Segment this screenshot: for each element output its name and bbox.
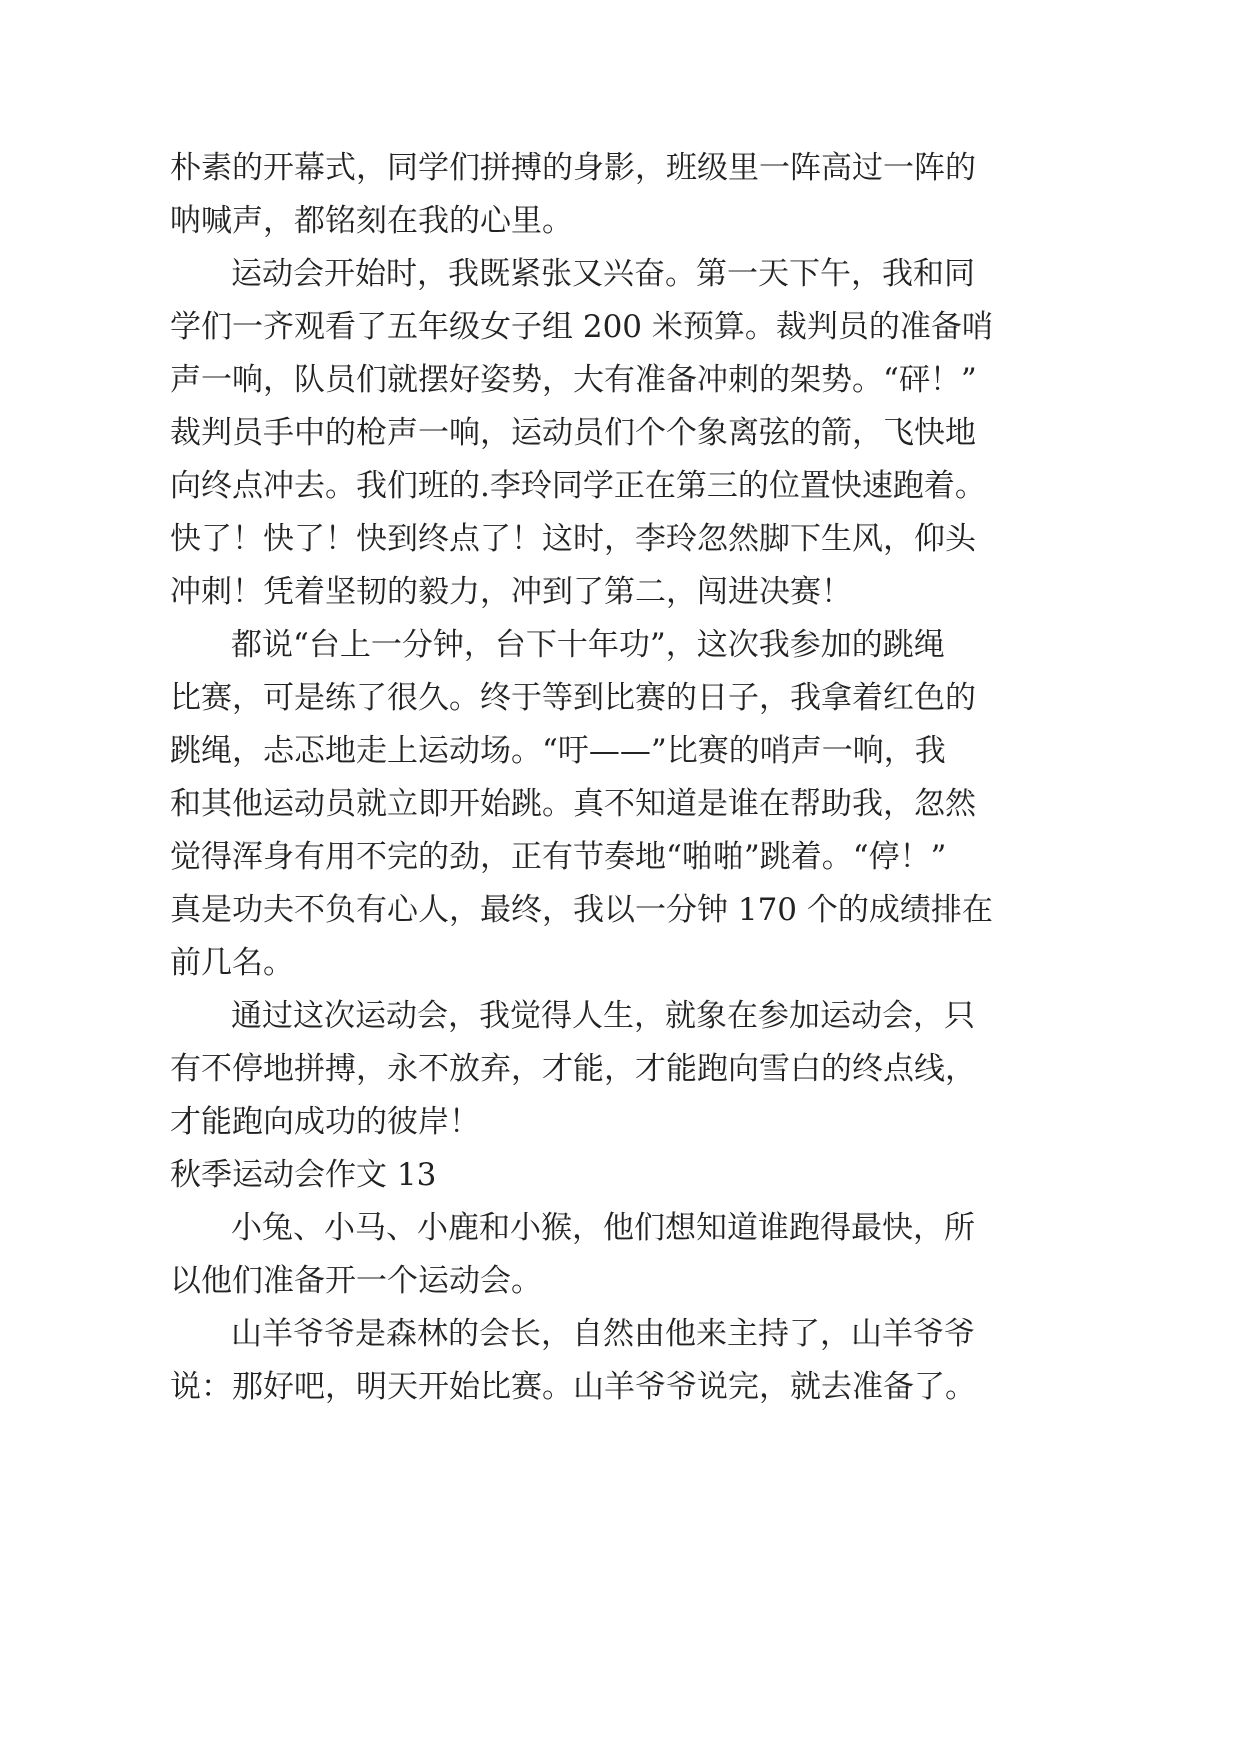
text-line: 声一响，队员们就摆好姿势，大有准备冲刺的架势。“砰！” (170, 362, 977, 398)
text-line: 都说“台上一分钟，台下十年功”，这次我参加的跳绳 (231, 627, 945, 663)
text-line: 冲刺！凭着坚韧的毅力，冲到了第二，闯进决赛！ (170, 574, 852, 610)
text-line: 有不停地拼搏，永不放弃，才能，才能跑向雪白的终点线， (170, 1051, 976, 1087)
text-line: 和其他运动员就立即开始跳。真不知道是谁在帮助我，忽然 (170, 786, 976, 822)
text-line: 觉得浑身有用不完的劲，正有节奏地“啪啪”跳着。“停！” (170, 839, 947, 875)
text-line: 快了！快了！快到终点了！这时，李玲忽然脚下生风，仰头 (170, 521, 976, 557)
text-line: 运动会开始时，我既紧张又兴奋。第一天下午，我和同 (231, 256, 975, 292)
text-line: 以他们准备开一个运动会。 (170, 1263, 542, 1299)
section-heading: 秋季运动会作文 13 (170, 1157, 437, 1193)
text-line: 朴素的开幕式，同学们拼搏的身影，班级里一阵高过一阵的 (170, 150, 976, 186)
text-line: 才能跑向成功的彼岸！ (170, 1104, 480, 1140)
text-line: 说：那好吧，明天开始比赛。山羊爷爷说完，就去准备了。 (170, 1369, 976, 1405)
text-line: 裁判员手中的枪声一响，运动员们个个象离弦的箭，飞快地 (170, 415, 976, 451)
text-line: 跳绳，忐忑地走上运动场。“吁——”比赛的哨声一响，我 (170, 733, 946, 769)
text-line: 通过这次运动会，我觉得人生，就象在参加运动会，只 (231, 998, 975, 1034)
text-line: 呐喊声，都铭刻在我的心里。 (170, 203, 573, 239)
text-line: 比赛，可是练了很久。终于等到比赛的日子，我拿着红色的 (170, 680, 976, 716)
text-line: 向终点冲去。我们班的.李玲同学正在第三的位置快速跑着。 (170, 468, 986, 504)
text-line: 小兔、小马、小鹿和小猴，他们想知道谁跑得最快，所 (231, 1210, 975, 1246)
text-line: 真是功夫不负有心人，最终，我以一分钟 170 个的成绩排在 (170, 892, 993, 928)
text-line: 学们一齐观看了五年级女子组 200 米预算。裁判员的准备哨 (170, 309, 993, 345)
text-line: 前几名。 (170, 945, 294, 981)
text-line: 山羊爷爷是森林的会长，自然由他来主持了，山羊爷爷 (231, 1316, 975, 1352)
